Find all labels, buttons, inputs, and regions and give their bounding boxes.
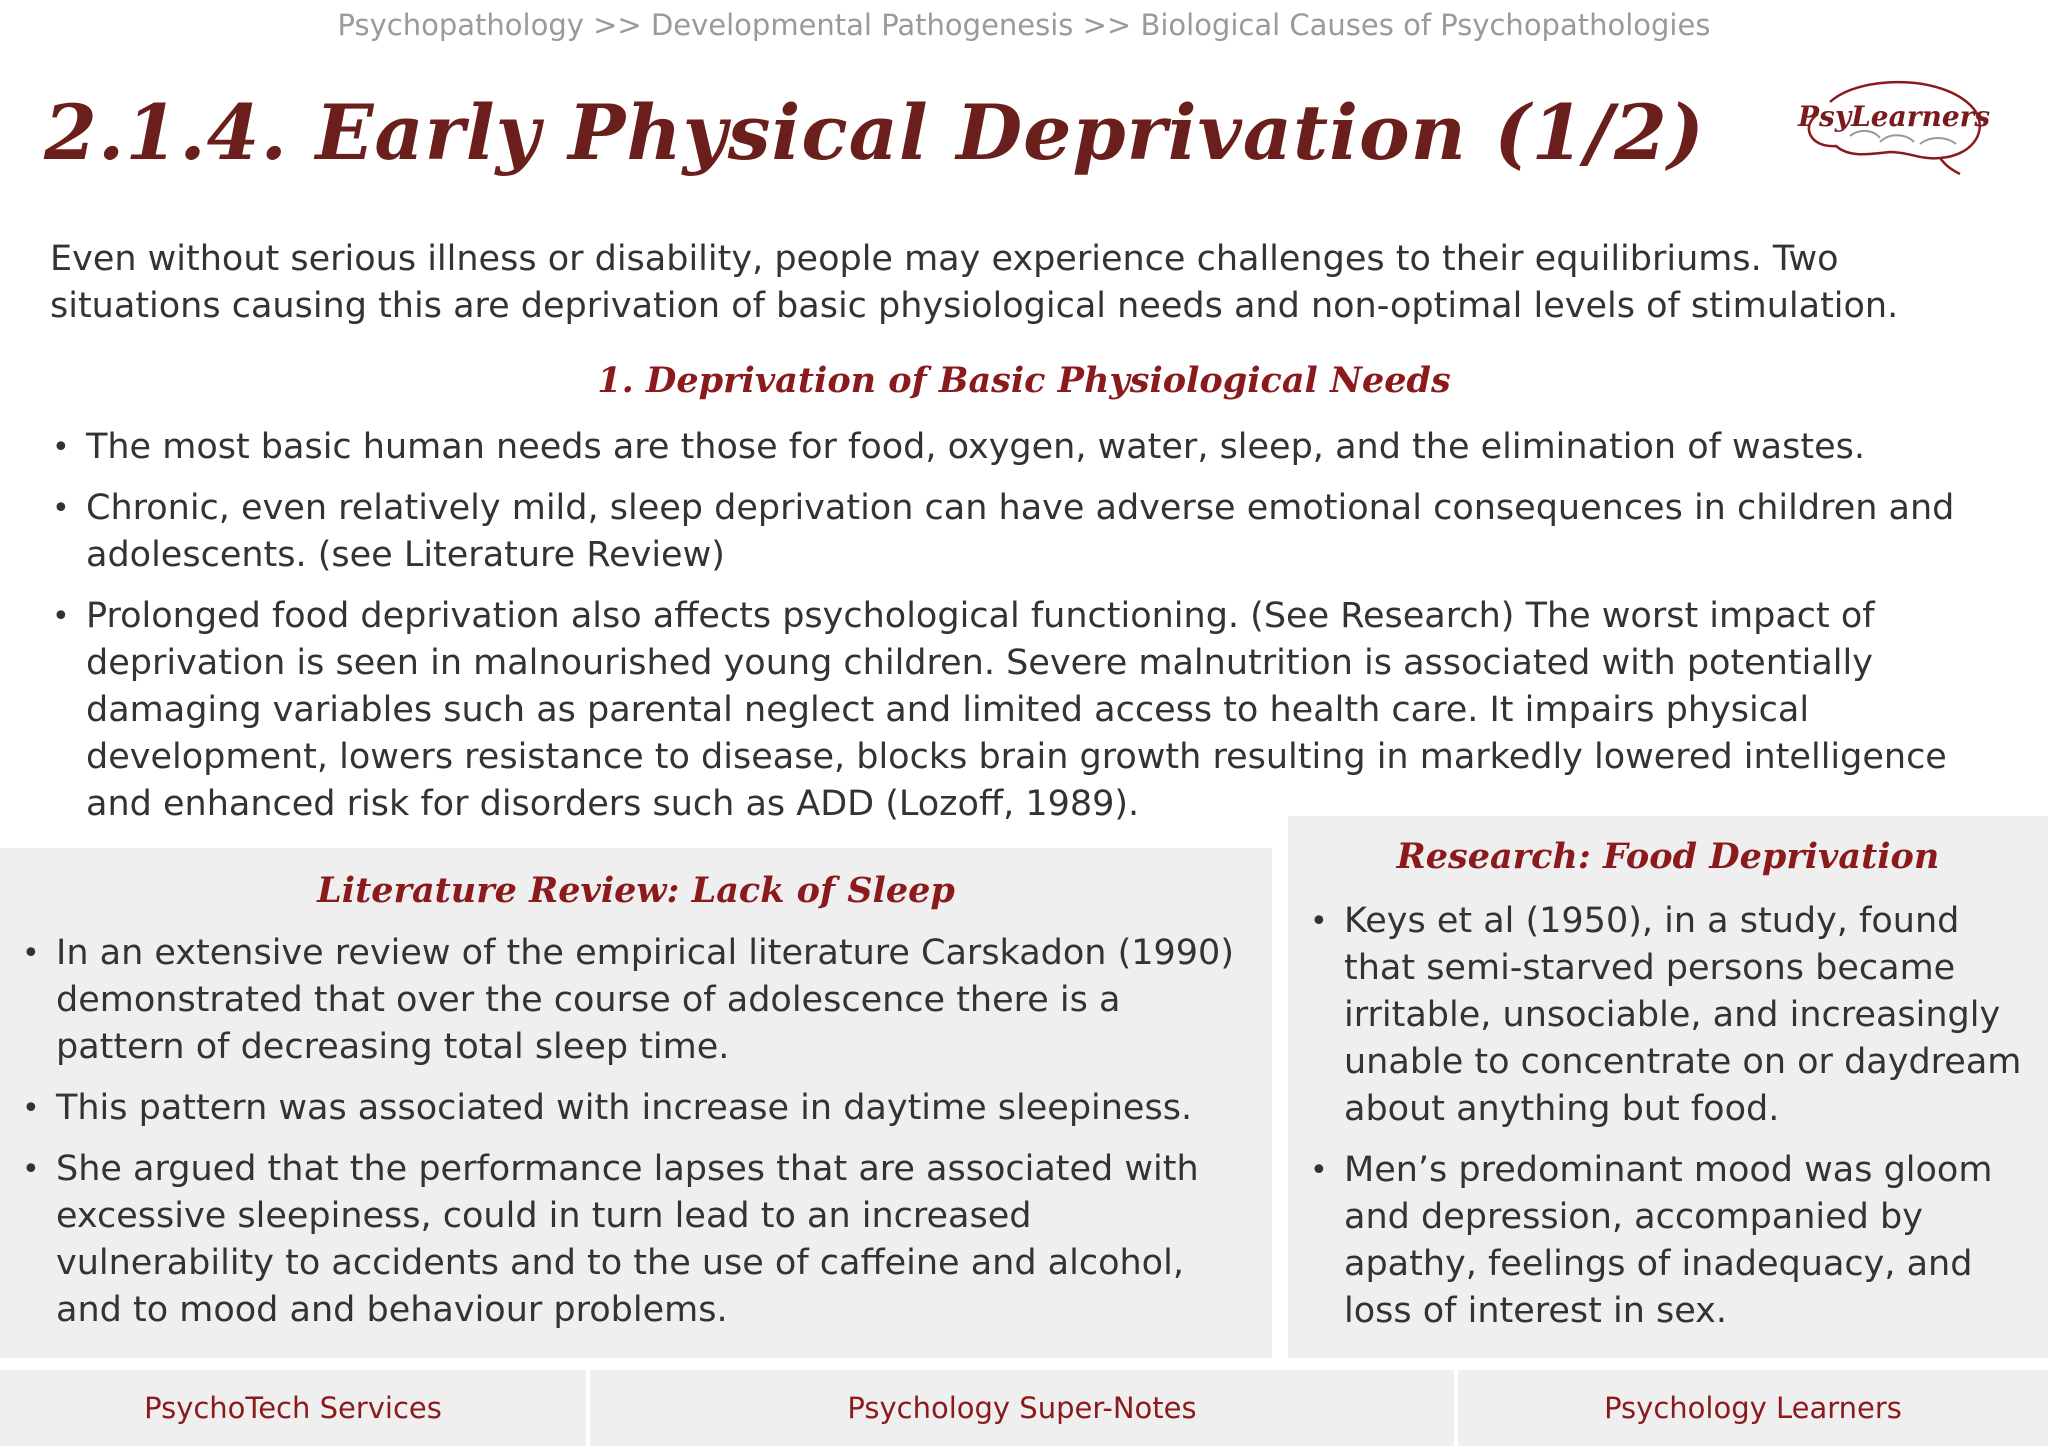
page-title: 2.1.4. Early Physical Deprivation (1/2) [44, 88, 1705, 177]
literature-review-list [20, 930, 1260, 1348]
footer [0, 1370, 2048, 1449]
literature-review-heading: Literature Review: Lack of Sleep [317, 870, 955, 911]
list-item [50, 485, 2010, 579]
bullet-icon: • [52, 430, 70, 465]
research-list [1308, 898, 2038, 1349]
list-item [50, 424, 2010, 471]
footer-link-psychology-super-notes[interactable]: Psychology Super-Notes [590, 1370, 1454, 1446]
list-item-text: Prolonged food deprivation also affects psychological functioning. (See Research) The worst impact of deprivation is seen in malnourished young children. Severe malnutrition is associated with potentially damaging variables such as parental neglect and limited access to health care. It impairs physical development, lowers resistance to disease, blocks brain growth resulting in markedly lowered intelligence and enhanced risk for disorders such as ADD (Lozoff, 1989). [86, 596, 1947, 824]
psylearners-logo[interactable] [1790, 72, 1990, 182]
research-heading: Research: Food Deprivation [1396, 836, 1940, 877]
breadcrumb: Psychopathology >> Developmental Pathogenesis >> Biological Causes of Psychopathologies [337, 8, 1711, 42]
logo-text: PsyLearners [1798, 100, 1991, 133]
research-panel [1288, 816, 2048, 1358]
footer-link-psychology-learners[interactable]: Psychology Learners [1458, 1370, 2048, 1446]
main-bullet-list [50, 424, 2010, 842]
intro-paragraph: Even without serious illness or disability, people may experience challenges to their equilibriums. Two situations causing this are deprivation of basic physiological needs and non-optimal levels of stimulation. [50, 239, 1899, 326]
section-heading: 1. Deprivation of Basic Physiological Needs [597, 360, 1451, 401]
list-item-text: This pattern was associated with increase in daytime sleepiness. [56, 1088, 1193, 1128]
list-item-text: In an extensive review of the empirical literature Carskadon (1990) demonstrated that over the course of adolescence there is a pattern of decreasing total sleep time. [56, 933, 1234, 1067]
list-item-text: She argued that the performance lapses that are associated with excessive sleepiness, could in turn lead to an increased vulnerability to accidents and to the use of caffeine and alcohol, and to mood and behaviour problems. [56, 1149, 1199, 1330]
bullet-icon: • [52, 599, 70, 634]
bullet-icon: • [1310, 1153, 1328, 1188]
bullet-icon: • [22, 1152, 40, 1187]
bullet-icon: • [22, 1091, 40, 1126]
list-item-text: Chronic, even relatively mild, sleep deprivation can have adverse emotional consequences in children and adolescents. (see Literature Review) [86, 488, 1955, 575]
bullet-icon: • [1310, 904, 1328, 939]
list-item-text: Keys et al (1950), in a study, found that semi-starved persons became irritable, unsociable, and increasingly unable to concentrate on or daydream about anything but food. [1344, 901, 2022, 1129]
bullet-icon: • [22, 936, 40, 971]
list-item [50, 593, 2010, 828]
literature-review-panel [0, 848, 1272, 1358]
list-item [20, 1146, 1260, 1334]
list-item [1308, 1147, 2038, 1335]
footer-link-psychotech-services[interactable]: PsychoTech Services [0, 1370, 586, 1446]
list-item-text: The most basic human needs are those for food, oxygen, water, sleep, and the elimination of wastes. [86, 427, 1865, 467]
bullet-icon: • [52, 491, 70, 526]
list-item [1308, 898, 2038, 1133]
list-item-text: Men’s predominant mood was gloom and depression, accompanied by apathy, feelings of inadequacy, and loss of interest in sex. [1344, 1150, 1993, 1331]
list-item [20, 930, 1260, 1071]
list-item [20, 1085, 1260, 1132]
